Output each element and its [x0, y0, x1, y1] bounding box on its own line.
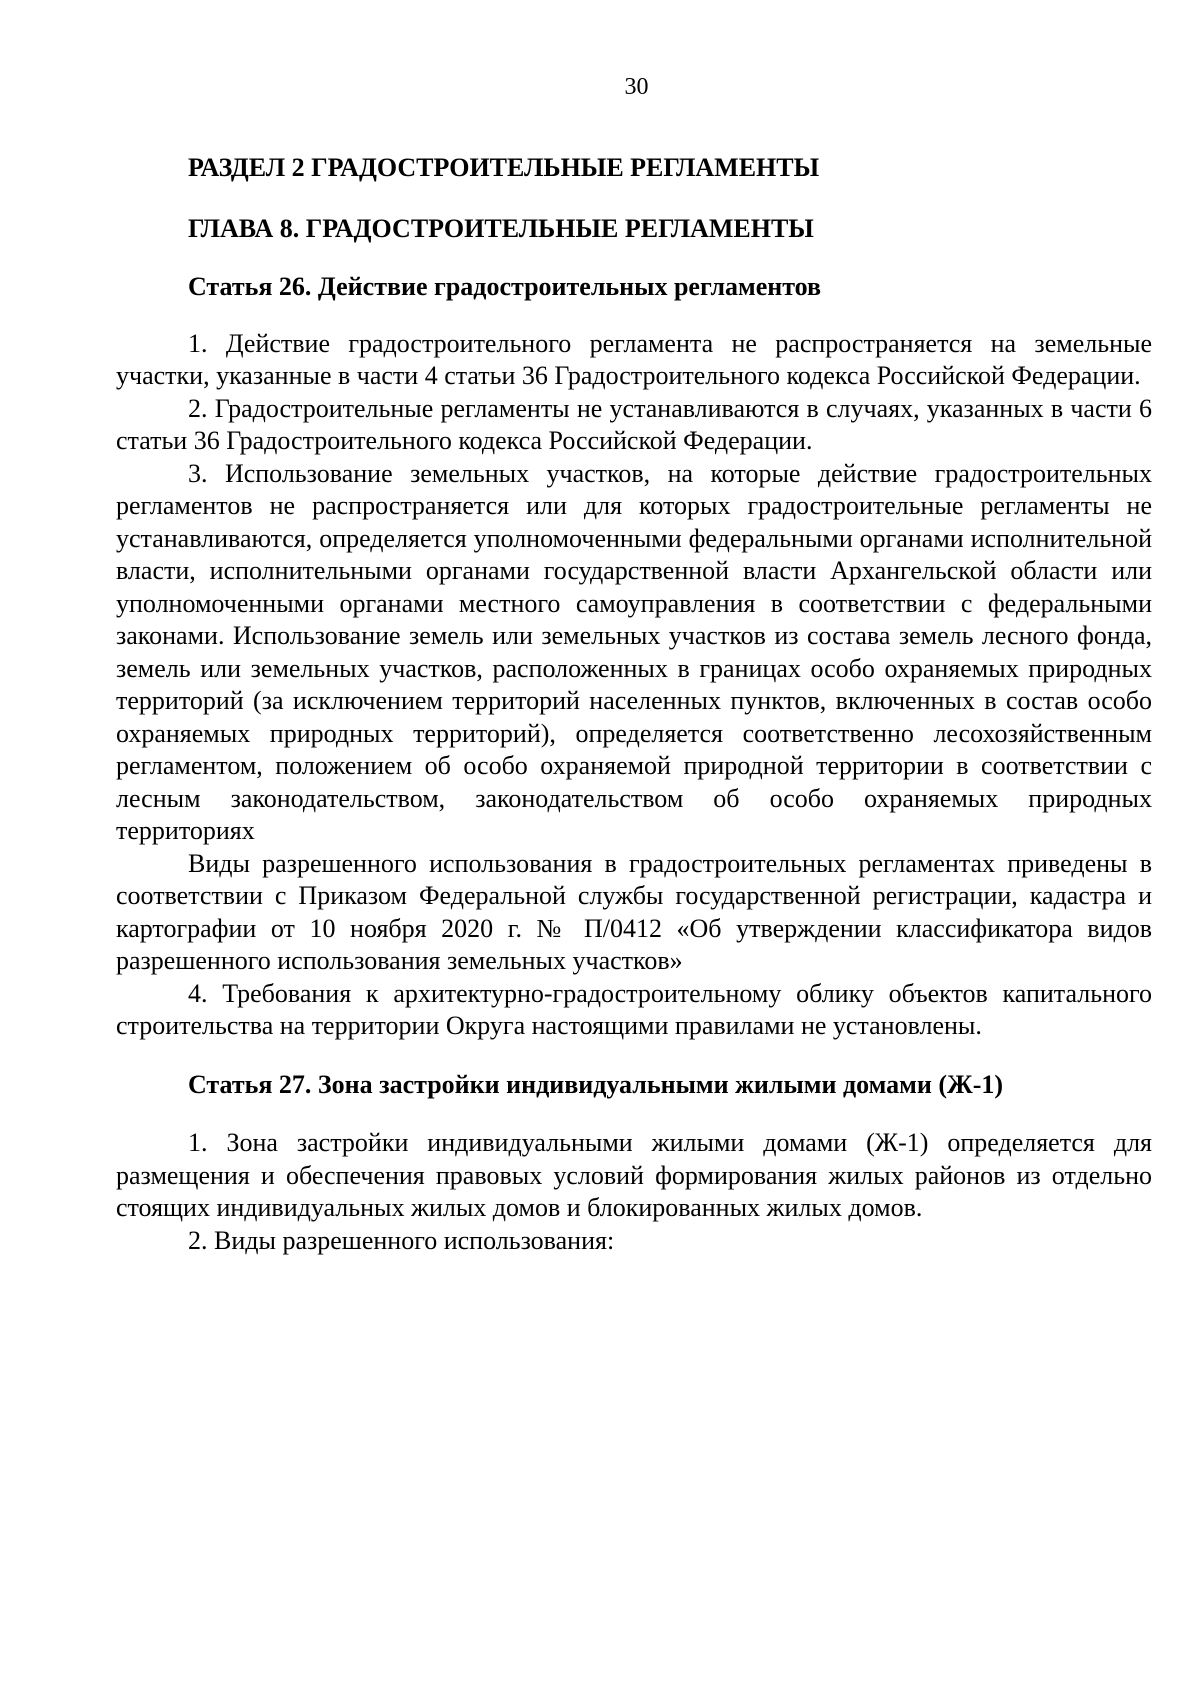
section-title: РАЗДЕЛ 2 ГРАДОСТРОИТЕЛЬНЫЕ РЕГЛАМЕНТЫ	[188, 153, 820, 182]
article-27-paragraph-1: 1. Зона застройки индивидуальными жилыми домами (Ж-1) определяется для размещения и обеспечения правовых условий формирования жилых районов из отдельно стоящих индивидуальных жилых домов и блокированных жилых домов.	[116, 1128, 1152, 1222]
document-body	[116, 152, 1152, 1257]
article-26-paragraph-4: Виды разрешенного использования в градостроительных регламентах приведены в соответствии с Приказом Федеральной службы государственной регистрации, кадастра и картографии от 10 ноября 2020 г. № П/0412 «Об утверждении классификатора видов разрешенного использования земельных участков»	[116, 848, 1152, 975]
page-number: 30	[624, 74, 649, 100]
article-27-title: Статья 27. Зона застройки индивидуальными жилыми домами (Ж-1)	[188, 1069, 1004, 1099]
article-26-paragraph-2: 2. Градостроительные регламенты не устанавливаются в случаях, указанных в части 6 статьи 36 Градостроительного кодекса Российской Федерации.	[116, 393, 1152, 455]
article-26-title: Статья 26. Действие градостроительных регламентов	[188, 272, 822, 301]
article-26-paragraph-1: 1. Действие градостроительного регламента не распространяется на земельные участки, указанные в части 4 статьи 36 Градостроительного кодекса Российской Федерации.	[116, 328, 1152, 390]
article-27-paragraph-2: 2. Виды разрешенного использования:	[188, 1225, 615, 1255]
article-26-paragraph-5: 4. Требования к архитектурно-градостроительному облику объектов капитального строительства на территории Округа настоящими правилами не установлены.	[116, 978, 1152, 1040]
chapter-title: ГЛАВА 8. ГРАДОСТРОИТЕЛЬНЫЕ РЕГЛАМЕНТЫ	[188, 213, 814, 243]
article-26-paragraph-3: 3. Использование земельных участков, на которые действие градостроительных регламентов не распространяется или для которых градостроительные регламенты не устанавливаются, определяется уполномоченными федеральными органами исполнительной власти, исполнительными органами государственной власти Архангельской области или уполномоченными органами местного самоуправления в соответствии с федеральными законами. Использование земель или земельных участков из состава земель лесного фонда, земель или земельных участков, расположенных в границах особо охраняемых природных территорий (за исключением территорий населенных пунктов, включенных в состав особо охраняемых природных территорий), определяется соответственно лесохозяйственным регламентом, положением об особо охраняемой природной территории в соответствии с лесным законодательством, законодательством об особо охраняемых природных территориях	[116, 458, 1152, 845]
